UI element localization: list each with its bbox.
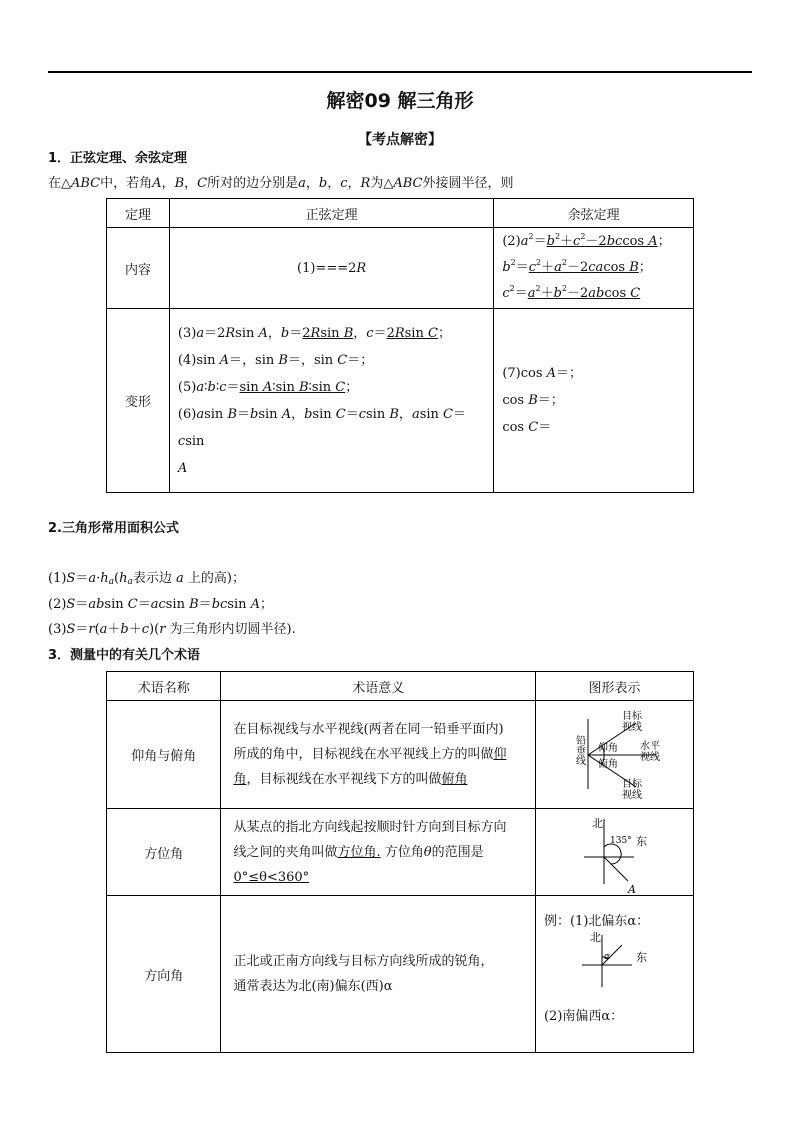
section1-intro: 在△ABC中，若角A，B，C所对的边分别是a，b，c，R为△ABC外接圆半径，则: [48, 176, 514, 191]
law-table-header-cosine: 余弦定理: [494, 199, 694, 228]
law-table-header-theorem: 定理: [107, 199, 170, 228]
target-line: [604, 857, 628, 881]
law-table-row-transform-label: 变形: [107, 309, 170, 493]
angle-label: 135°: [609, 836, 632, 846]
terms-table: [106, 671, 694, 1053]
cosine-law-content: $(2)a^2=b^2+c^2-2bccos$ A； $b^2=c^2+a^2-2cacos$ B； $c^2=a^2+b^2-2abcos$ C: [494, 228, 694, 309]
elevation-label: 仰角: [597, 743, 618, 754]
alpha-label: α: [603, 952, 611, 962]
horizontal-label-2: 视线: [639, 752, 660, 763]
elevation-depression-diagram: [536, 701, 693, 808]
term-bearing-figure: [535, 809, 693, 896]
point-label: A: [627, 883, 636, 895]
term-bearing-name: 方位角: [107, 809, 221, 896]
section3-heading: 3．测量中的有关几个术语: [48, 648, 201, 663]
section-subtitle: 【考点解密】: [358, 132, 442, 148]
term-bearing-meaning: 从某点的指北方向线起按顺时针方向到目标方向 线之间的夹角叫做方位角. 方位角θ的范围是 0°≤θ<360°: [221, 809, 536, 896]
section2-heading: 2.三角形常用面积公式: [48, 521, 179, 536]
term-elevation-name: 仰角与俯角: [107, 701, 221, 809]
terms-header-name: 术语名称: [107, 672, 221, 701]
cosine-law-transform: (7)cos A＝； cos B＝； cos C＝: [494, 309, 694, 493]
header-rule: [48, 71, 752, 73]
direction-diagram: [536, 929, 693, 995]
term-direction-figure: [535, 896, 693, 1053]
sine-law-transform: (3)a＝2Rsin A，b＝2Rsin B，c＝2Rsin C； (4)sin A＝，sin B＝，sin C＝； (5)a∶b∶c＝sin A∶sin B∶sin C； (6)asin B＝bsin A，bsin C＝csin B，asin C＝csin A: [169, 309, 493, 493]
lower-label-2: 视线: [621, 790, 642, 801]
sine-law-content: (1)===2R: [169, 228, 493, 309]
term-direction-meaning: 正北或正南方向线与目标方向线所成的锐角， 通常表达为北(南)偏东(西)α: [221, 896, 536, 1053]
north-label-2: 北: [589, 931, 601, 944]
term-elevation-meaning: 在目标视线与水平视线(两者在同一铅垂平面内) 所成的角中，目标视线在水平视线上方的叫做仰 角，目标视线在水平视线下方的叫做俯角: [221, 701, 536, 809]
bearing-diagram: [536, 809, 693, 895]
vertical-label: 铅垂线: [573, 735, 585, 765]
north-label: 北: [591, 817, 603, 830]
lower-label: 目标: [621, 779, 642, 790]
depression-label: 俯角: [597, 759, 618, 770]
upper-label-2: 视线: [621, 722, 642, 733]
section1-heading: 1．正弦定理、余弦定理: [48, 151, 188, 166]
law-table-header-sine: 正弦定理: [169, 199, 493, 228]
page-title: 解密09 解三角形: [326, 90, 474, 112]
terms-header-meaning: 术语意义: [221, 672, 536, 701]
direction-example-1: 例：(1)北偏东α：: [543, 914, 650, 929]
law-table-row-content-label: 内容: [107, 228, 170, 309]
law-table: [106, 198, 694, 493]
horizontal-label: 水平: [639, 741, 660, 752]
term-elevation-figure: [535, 701, 693, 809]
direction-example-2: (2)南偏西α：: [543, 1009, 624, 1024]
east-label-2: 东: [635, 951, 647, 964]
east-label: 东: [635, 835, 647, 848]
area-formula-3: (3)S＝r(a＋b＋c)(r 为三角形内切圆半径).: [48, 622, 296, 637]
upper-label: 目标: [621, 711, 642, 722]
area-formula-1: $(1)S=a\cdot h_a(h_a$表示边 a 上的高)；: [48, 571, 245, 587]
terms-header-figure: 图形表示: [535, 672, 693, 701]
term-direction-name: 方向角: [107, 896, 221, 1053]
area-formula-2: (2)S＝absin C＝acsin B＝bcsin A；: [48, 597, 274, 612]
bearing-arc: [604, 844, 621, 864]
